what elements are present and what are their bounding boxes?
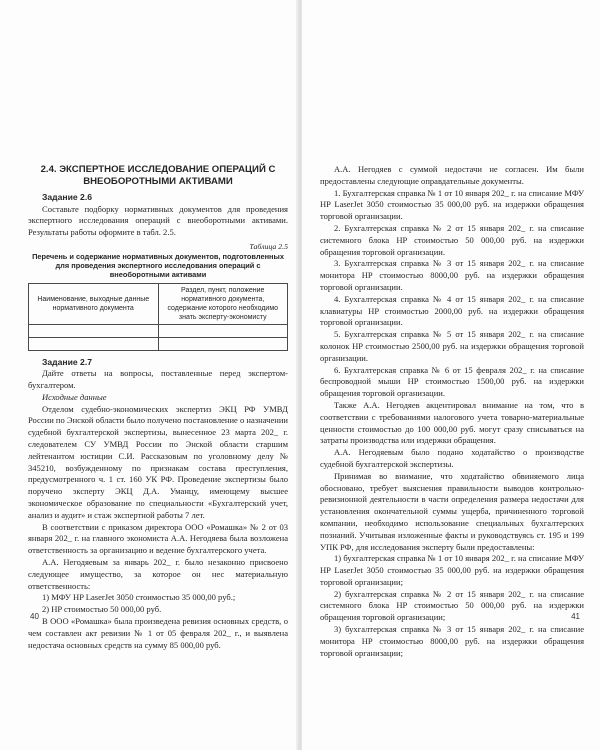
documents-table <box>28 283 288 351</box>
paragraph: Отделом судебно-экономических экспертиз ЭКЦ РФ УМВД России по Энской области было получено постановление о назначении судебной бухгалтерской экспертизы, вынесенное 23 марта 202_ г. следователем СУ УМВД России по Энской области старшим лейтенантом юстиции С.И. Рассказовым по уголовному делу № 345210, возбужденному по признакам состава преступления, предусмотренного ч. 1 ст. 160 УК РФ. Проведение экспертизы было поручено эксперту ЭКЦ Д.А. Уманцу, имеющему высшее экономическое образование по специальности «Бухгалтерский учет, анализ и аудит» и стаж экспертной работы 7 лет. <box>28 403 288 520</box>
table-header-document: Наименование, выходные данные нормативного документа <box>29 283 159 324</box>
paragraph: Принимая во внимание, что ходатайство обвиняемого лица обосновано, требует выяснения правильности выводов контрольно-ревизионной деятельности в части определения размера недостачи для установления окончательной суммы ущерба, причиненного торговой компании, необходимо использование специальных бухгалтерских познаний. Учитывая изложенные факты и руководствуясь ст. 195 и 199 УПК РФ, для исследования эксперту были предоставлены: <box>320 470 584 552</box>
paragraph: А.А. Негодяевым было подано ходатайство о производстве судебной бухгалтерской экспертизы. <box>320 447 584 469</box>
task-2-6-text: Составьте подборку нормативных документов для проведения экспертного исследования операций с внеоборотными активами. Результаты работы оформите в табл. 2.5. <box>28 203 288 238</box>
source-data-heading: Исходные данные <box>42 391 107 402</box>
list-item: 3. Бухгалтерская справка № 3 от 15 января 202_ г. на списание монитора HP стоимостью 8000,00 руб. на издержки обращения торговой организации. <box>320 258 584 292</box>
table-row <box>29 337 288 350</box>
list-item: 1) бухгалтерская справка № 1 от 10 января 202_ г. на списание МФУ HP LaserJet 3050 стоимостью 35 000,00 руб. на издержки обращения торговой организации; <box>320 553 584 587</box>
list-item: 3) бухгалтерская справка № 3 от 15 января 202_ г. на списание монитора HP стоимостью 8000,00 руб. на издержки обращения торговой организации; <box>320 624 584 658</box>
left-page-text <box>28 164 288 651</box>
paragraph: А.А. Негодяевым за январь 202_ г. было незаконно присвоено следующее имущество, за которое он нес материальную ответственность: <box>28 557 288 591</box>
table-title: Перечень и содержание нормативных документов, подготовленных для проведения экспертного исследования операций с внеоборотными активами <box>32 251 284 280</box>
table-cell <box>29 337 159 350</box>
paragraph: Также А.А. Негодяев акцентировал внимание на том, что в соответствии с требованиями налогового учета товарно-материальные ценности стоимостью до 100 000,00 руб. могут сразу списываться на затраты производства или издержки обращения. <box>320 399 584 446</box>
section-title: 2.4. ЭКСПЕРТНОЕ ИССЛЕДОВАНИЕ ОПЕРАЦИЙ С ВНЕОБОРОТНЫМИ АКТИВАМИ <box>40 164 276 187</box>
list-item: 6. Бухгалтерская справка № 6 от 15 февраля 202_ г. на списание беспроводной мыши HP стоимостью 1500,00 руб. на издержки обращения торговой организации. <box>320 364 584 399</box>
table-row <box>29 324 288 337</box>
table-cell <box>29 324 159 337</box>
list-item: 2) бухгалтерская справка № 2 от 15 января 202_ г. на списание системного блока HP стоимостью 50 000,00 руб. на издержки обращения торговой организации; <box>320 588 584 623</box>
paragraph: А.А. Негодяев с суммой недостачи не согласен. Им были предоставлены следующие оправдательные документы. <box>320 164 584 186</box>
list-item: 1) МФУ HP LaserJet 3050 стоимостью 35 000,00 руб.; <box>42 592 236 603</box>
right-page <box>302 0 600 750</box>
paragraph: В ООО «Ромашка» была произведена ревизия основных средств, о чем составлен акт ревизии № 1 от 05 февраля 202_ г., и выявлена недостача основных средств на сумму 85 000,00 руб. <box>28 616 288 650</box>
page-number: 41 <box>571 612 580 621</box>
task-2-7-title: Задание 2.7 <box>42 356 92 367</box>
list-item: 5. Бухгалтерская справка № 5 от 15 января 202_ г. на списание колонок HP стоимостью 2500,00 руб. на издержки обращения торговой организации. <box>320 329 584 363</box>
table-header-section: Раздел, пункт, положение нормативного документа, содержание которого необходимо знать эксперту-экономисту <box>158 283 288 324</box>
task-2-6-title: Задание 2.6 <box>42 192 92 202</box>
list-item: 1. Бухгалтерская справка № 1 от 10 января 202_ г. на списание МФУ HP LaserJet 3050 стоимостью 35 000,00 руб. на издержки обращения торговой организации. <box>320 187 584 222</box>
paragraph: В соответствии с приказом директора ООО «Ромашка» № 2 от 03 января 202_ г. на главного экономиста А.А. Негодяева была возложена ответственность за организацию и ведение бухгалтерского учета. <box>28 521 288 556</box>
table-cell <box>158 337 288 350</box>
page-number: 40 <box>30 612 39 621</box>
left-page <box>0 0 298 750</box>
list-item: 2. Бухгалтерская справка № 2 от 15 января 202_ г. на списание системного блока HP стоимостью 50 000,00 руб. на издержки обращения торговой организации. <box>320 222 584 257</box>
table-cell <box>158 324 288 337</box>
list-item: 4. Бухгалтерская справка № 4 от 15 января 202_ г. на списание клавиатуры HP стоимостью 2000,00 руб. на издержки обращения торговой организации. <box>320 293 584 328</box>
list-item: 2) HP стоимостью 50 000,00 руб. <box>42 604 162 615</box>
right-page-text <box>320 164 584 659</box>
task-2-7-text: Дайте ответы на вопросы, поставленные перед экспертом-бухгалтером. <box>28 368 288 391</box>
table-number: Таблица 2.5 <box>249 241 288 251</box>
